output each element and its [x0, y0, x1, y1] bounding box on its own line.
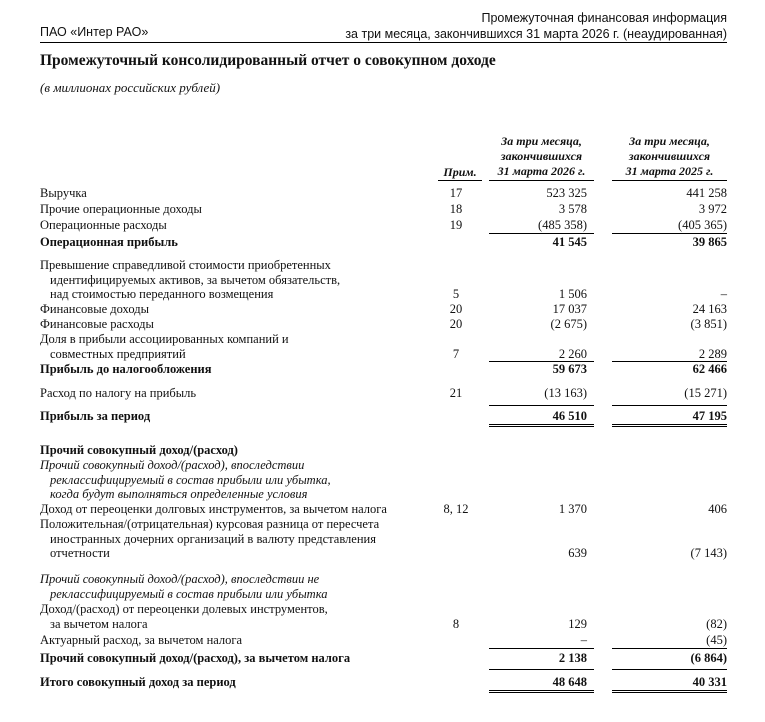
- row-label: Прочий совокупный доход/(расход), за вычетом налога: [40, 651, 351, 665]
- row-value-2026: 639: [568, 546, 587, 560]
- row-label-line: Доход/(расход) от переоценки долевых инструментов,: [40, 602, 328, 616]
- subtotal-rule: [612, 648, 727, 649]
- row-value-2025: (45): [706, 633, 727, 647]
- row-label-line: Прочий совокупный доход/(расход), впоследствии: [40, 458, 305, 472]
- row-label: Финансовые доходы: [40, 302, 149, 316]
- row-value-2026: 17 037: [552, 302, 587, 316]
- subtotal-rule: [489, 405, 594, 406]
- row-label-line: Прочий совокупный доход/(расход), впоследствии не: [40, 572, 320, 586]
- row-label-line: Превышение справедливой стоимости приобретенных: [40, 258, 331, 272]
- row-value-2025: (6 864): [690, 651, 727, 665]
- row-label: Прочие операционные доходы: [40, 202, 202, 216]
- row-value-2026: 1 370: [558, 502, 587, 516]
- row-value-2025: (405 365): [678, 218, 727, 232]
- row-value-2025: (15 271): [684, 386, 727, 400]
- total-double-rule: [612, 424, 727, 427]
- row-value-2025: 47 195: [692, 409, 727, 423]
- col-header-underline: [489, 180, 594, 181]
- row-label-line: когда будут выполняться определенные условия: [50, 487, 308, 501]
- row-label-line: реклассифицируемый в состав прибыли или убытка: [50, 586, 328, 601]
- total-double-rule: [612, 690, 727, 693]
- row-value-2026: 523 325: [546, 186, 587, 200]
- row-value-2026: 2 138: [558, 651, 587, 665]
- row-value-2026: 46 510: [552, 409, 587, 423]
- company-name: ПАО «Интер РАО»: [40, 25, 149, 39]
- row-label: Расход по налогу на прибыль: [40, 386, 197, 400]
- row-label: Итого совокупный доход за период: [40, 675, 236, 689]
- col-header-2025-line: 31 марта 2025 г.: [625, 164, 714, 178]
- document-header: [345, 10, 727, 42]
- header-line-1: Промежуточная финансовая информация: [481, 11, 727, 25]
- row-value-2026: 1 506: [558, 287, 587, 301]
- row-value-2026: 48 648: [552, 675, 587, 689]
- total-double-rule: [489, 424, 594, 427]
- col-header-2025: [612, 134, 727, 179]
- row-label-line: идентифицируемых активов, за вычетом обязательств,: [50, 272, 341, 287]
- row-label: Прибыль за период: [40, 409, 151, 423]
- subtotal-rule: [612, 233, 727, 234]
- row-value-2026: (485 358): [538, 218, 587, 232]
- row-value-2025: 39 865: [692, 235, 727, 249]
- total-double-rule: [489, 690, 594, 693]
- row-label: Доход от переоценки долговых инструментов, за вычетом налога: [40, 502, 387, 516]
- row-label: Актуарный расход, за вычетом налога: [40, 633, 243, 647]
- row-label: [40, 258, 430, 302]
- row-label: [40, 572, 430, 601]
- row-value-2025: 40 331: [692, 675, 727, 689]
- page-title: Промежуточный консолидированный отчет о совокупном доходе: [40, 52, 496, 69]
- row-label: [40, 332, 430, 361]
- row-note: 20: [449, 317, 463, 331]
- row-label-line: Положительная/(отрицательная) курсовая разница от пересчета: [40, 517, 380, 531]
- col-header-underline: [612, 180, 727, 181]
- row-value-2026: 129: [568, 616, 587, 631]
- row-note: 8: [452, 616, 460, 631]
- row-label-line: совместных предприятий: [50, 346, 186, 361]
- row-note: 8, 12: [443, 502, 469, 516]
- row-value-2025: 441 258: [686, 186, 727, 200]
- row-value-2026: 41 545: [552, 235, 587, 249]
- row-label-line: реклассифицируемый в состав прибыли или убытка,: [50, 472, 331, 487]
- row-value-2026: 2 260: [558, 346, 587, 361]
- subtotal-rule: [612, 669, 727, 670]
- row-label: [40, 517, 430, 561]
- row-value-2025: 2 289: [698, 346, 727, 361]
- row-label-line: над стоимостью переданного возмещения: [50, 287, 274, 301]
- row-value-2025: –: [720, 287, 727, 301]
- row-label: [40, 458, 430, 502]
- row-label-line: за вычетом налога: [50, 616, 148, 631]
- row-note: 17: [449, 186, 463, 200]
- col-header-2026: [489, 134, 594, 179]
- row-value-2025: 62 466: [692, 362, 727, 376]
- subtotal-rule: [612, 405, 727, 406]
- col-header-2026-line: 31 марта 2026 г.: [497, 164, 586, 178]
- row-label-line: отчетности: [50, 546, 110, 560]
- subtotal-rule: [489, 648, 594, 649]
- col-header-note: Прим.: [443, 165, 477, 179]
- row-note: 21: [449, 386, 463, 400]
- row-value-2026: –: [580, 633, 587, 647]
- row-label: [40, 602, 430, 631]
- col-header-2026-line: За три месяца,: [501, 134, 582, 148]
- row-label-line: иностранных дочерних организаций в валюту представления: [50, 531, 376, 546]
- row-value-2026: 3 578: [558, 202, 587, 216]
- col-header-underline: [438, 180, 482, 181]
- header-line-2: за три месяца, закончившихся 31 марта 2026 г. (неаудированная): [345, 27, 727, 41]
- row-note: 19: [449, 218, 463, 232]
- row-value-2026: (13 163): [544, 386, 587, 400]
- row-value-2025: (3 851): [690, 317, 727, 331]
- row-value-2025: 24 163: [692, 302, 727, 316]
- row-note: 18: [449, 202, 463, 216]
- subtotal-rule: [489, 669, 594, 670]
- col-header-2025-line: За три месяца,: [629, 134, 710, 148]
- row-note: 5: [452, 287, 460, 301]
- row-value-2025: (7 143): [690, 546, 727, 560]
- row-label-line: Доля в прибыли ассоциированных компаний и: [40, 332, 289, 346]
- units-subtitle: (в миллионах российских рублей): [40, 80, 221, 95]
- row-label: Операционные расходы: [40, 218, 167, 232]
- col-header-2026-line: закончившихся: [500, 149, 583, 163]
- row-value-2025: (82): [706, 616, 727, 631]
- row-label: Выручка: [40, 186, 87, 200]
- col-header-2025-line: закончившихся: [628, 149, 711, 163]
- row-label: Финансовые расходы: [40, 317, 154, 331]
- row-value-2026: (2 675): [550, 317, 587, 331]
- row-label: Прочий совокупный доход/(расход): [40, 443, 238, 457]
- row-value-2025: 3 972: [698, 202, 727, 216]
- header-rule: [40, 42, 727, 43]
- row-label: Операционная прибыль: [40, 235, 178, 249]
- row-label: Прибыль до налогообложения: [40, 362, 212, 376]
- row-note: 20: [449, 302, 463, 316]
- row-value-2026: 59 673: [552, 362, 587, 376]
- row-value-2025: 406: [708, 502, 727, 516]
- row-note: 7: [452, 346, 460, 361]
- subtotal-rule: [489, 233, 594, 234]
